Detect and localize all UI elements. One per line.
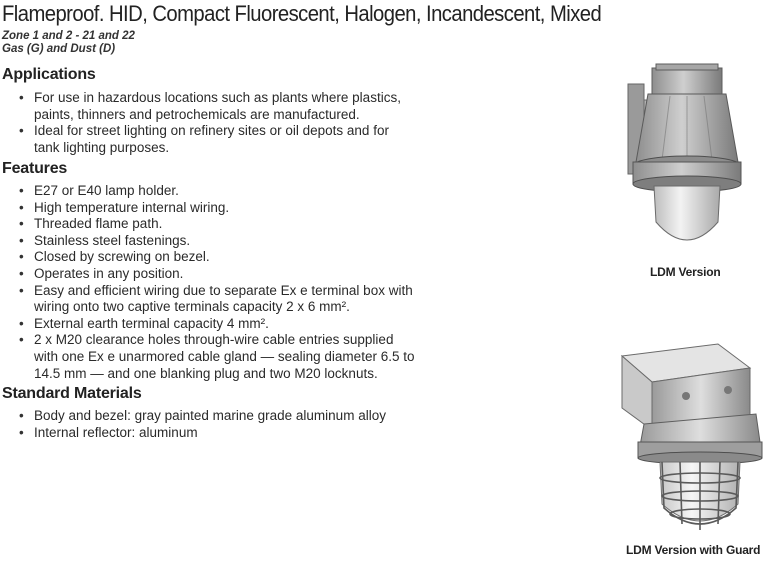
list-item-text: tank lighting purposes. xyxy=(34,139,170,155)
list-item xyxy=(18,233,414,250)
list-item-text: 2 x M20 clearance holes through-wire cable entries supplied xyxy=(34,332,394,348)
list-item xyxy=(18,425,386,442)
features-heading: Features xyxy=(2,160,68,177)
list-item xyxy=(18,332,414,382)
ldm-version-with-guard-caption: LDM Version with Guard xyxy=(626,543,761,557)
list-item-text: High temperature internal wiring. xyxy=(34,199,230,215)
list-item xyxy=(18,90,401,123)
list-item-text: Internal reflector: aluminum xyxy=(34,424,198,440)
zone-subtitle: Zone 1 and 2 - 21 and 22 xyxy=(2,30,135,42)
features-list xyxy=(18,183,414,382)
list-item-text: Easy and efficient wiring due to separate Ex e terminal box with xyxy=(34,282,413,298)
list-item xyxy=(18,408,386,425)
list-item xyxy=(18,183,414,200)
applications-heading: Applications xyxy=(2,66,96,83)
list-item-text: Threaded flame path. xyxy=(34,216,163,232)
list-item-text: Ideal for street lighting on refinery sites or oil depots and for xyxy=(34,123,389,139)
list-item xyxy=(18,283,414,316)
list-item-text: wiring onto two captive terminals capacity 2 x 6 mm². xyxy=(34,299,350,315)
list-item xyxy=(18,123,401,156)
list-item xyxy=(18,266,414,283)
list-item-text: 14.5 mm — and one blanking plug and two M20 locknuts. xyxy=(34,365,378,381)
list-item xyxy=(18,216,414,233)
list-item-text: External earth terminal capacity 4 mm². xyxy=(34,315,269,331)
list-item-text: Stainless steel fastenings. xyxy=(34,232,191,248)
list-item-text: Closed by screwing on bezel. xyxy=(34,249,210,265)
list-item-text: For use in hazardous locations such as plants where plastics, xyxy=(34,90,401,105)
list-item xyxy=(18,200,414,217)
ldm-version-image xyxy=(600,62,750,252)
applications-list xyxy=(18,90,401,156)
page-title: Flameproof. HID, Compact Fluorescent, Halogen, Incandescent, Mixed xyxy=(2,1,602,26)
materials-list xyxy=(18,408,386,441)
standard-materials-heading: Standard Materials xyxy=(2,385,142,402)
ldm-version-caption: LDM Version xyxy=(650,265,721,279)
list-item xyxy=(18,249,414,266)
list-item-text: Operates in any position. xyxy=(34,265,184,281)
ldm-version-with-guard-image xyxy=(600,338,768,538)
list-item-text: Body and bezel: gray painted marine grade aluminum alloy xyxy=(34,408,386,423)
gas-dust-subtitle: Gas (G) and Dust (D) xyxy=(2,43,116,55)
list-item xyxy=(18,316,414,333)
list-item-text: paints, thinners and petrochemicals are manufactured. xyxy=(34,106,360,122)
list-item-text: E27 or E40 lamp holder. xyxy=(34,183,179,198)
list-item-text: with one Ex e unarmored cable gland — sealing diameter 6.5 to xyxy=(34,348,415,364)
